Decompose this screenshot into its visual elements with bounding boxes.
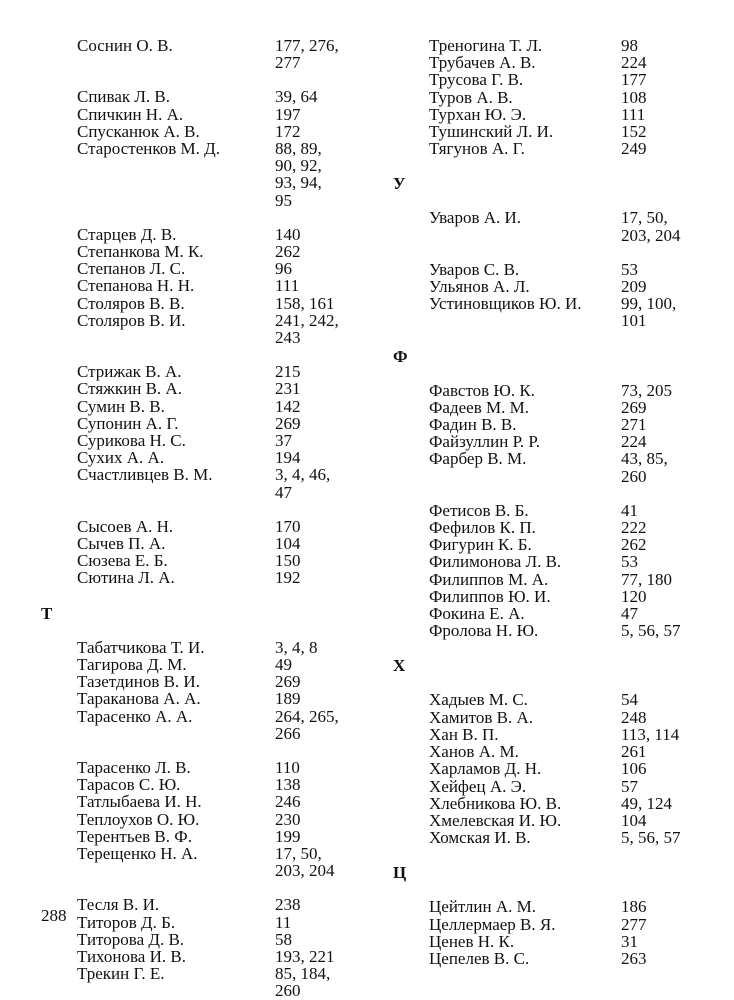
- author-name: Ульянов А. Л.: [429, 277, 530, 297]
- page-references: 186: [621, 897, 647, 917]
- section-letter-heading: Т: [41, 603, 53, 623]
- page-references: 77, 180: [621, 569, 672, 589]
- author-name: Степанова Н. Н.: [77, 276, 195, 296]
- page-references: 120: [621, 586, 647, 606]
- index-entry: [393, 71, 723, 88]
- page-references: 54: [621, 690, 638, 710]
- author-name: Сютина Л. А.: [77, 568, 175, 588]
- index-entry: [41, 88, 381, 105]
- page-references: 170: [275, 516, 301, 536]
- index-entry: [393, 278, 723, 295]
- page-references: 17, 50, 203, 204: [275, 843, 335, 881]
- index-entry: [41, 914, 381, 931]
- index-entry: [393, 89, 723, 106]
- author-name: Трекин Г. Е.: [77, 964, 165, 984]
- index-entry: [393, 916, 723, 933]
- page-references: 108: [621, 87, 647, 107]
- index-entry: [393, 829, 723, 846]
- index-entry: [41, 312, 381, 346]
- index-entry: [41, 518, 381, 535]
- page-references: 262: [275, 242, 301, 262]
- page-references: 177: [621, 70, 647, 90]
- index-entry: [41, 260, 381, 277]
- index-entry: [41, 759, 381, 776]
- author-name: Степанкова М. К.: [77, 242, 204, 262]
- author-name: Ценев Н. К.: [429, 931, 515, 951]
- page-references: 209: [621, 277, 647, 297]
- page-references: 248: [621, 707, 647, 727]
- page-references: 224: [621, 53, 647, 73]
- author-name: Табатчикова Т. И.: [77, 637, 205, 657]
- index-entry: [41, 673, 381, 690]
- page-references: 106: [621, 759, 647, 779]
- index-entry: [41, 811, 381, 828]
- index-entry: [393, 106, 723, 123]
- index-entry: [393, 519, 723, 536]
- author-name: Хлебникова Ю. В.: [429, 793, 562, 813]
- index-entry: [41, 415, 381, 432]
- index-entry: [393, 450, 723, 484]
- page-references: 172: [275, 121, 301, 141]
- page-references: 98: [621, 36, 638, 55]
- author-name: Стяжкин В. А.: [77, 379, 182, 399]
- author-name: Старцев Д. В.: [77, 224, 177, 244]
- author-name: Фокина Е. А.: [429, 604, 525, 624]
- page-references: 104: [621, 810, 647, 830]
- author-name: Хейфец А. Э.: [429, 776, 527, 796]
- index-entry: [41, 37, 381, 71]
- index-entry: [41, 123, 381, 140]
- author-name: Уваров С. В.: [429, 259, 520, 279]
- author-name: Тагирова Д. М.: [77, 654, 187, 674]
- author-name: Спивак Л. В.: [77, 87, 171, 107]
- page-references: 96: [275, 259, 292, 279]
- author-name: Филиппов М. А.: [429, 569, 549, 589]
- index-entry: [393, 37, 723, 54]
- section-letter-heading: Ф: [393, 346, 408, 366]
- page-references: 150: [275, 551, 301, 571]
- author-name: Тарасенко А. А.: [77, 706, 193, 726]
- page-references: 111: [621, 104, 646, 124]
- author-name: Столяров В. И.: [77, 310, 186, 330]
- index-column-right: [393, 37, 723, 967]
- index-entry: [41, 948, 381, 965]
- page-references: 199: [275, 826, 301, 846]
- page-references: 73, 205: [621, 380, 672, 400]
- index-entry: [41, 965, 381, 999]
- author-name: Сычев П. А.: [77, 534, 166, 554]
- page-references: 43, 85, 260: [621, 449, 668, 486]
- index-entry: [41, 708, 381, 742]
- page-references: 5, 56, 57: [621, 828, 681, 848]
- page-references: 49, 124: [621, 793, 672, 813]
- page-references: 277: [621, 914, 647, 934]
- index-entry: [41, 828, 381, 845]
- author-name: Сумин В. В.: [77, 396, 165, 416]
- index-entry: [41, 656, 381, 673]
- index-entry: [41, 277, 381, 294]
- index-entry: [393, 295, 723, 329]
- author-name: Фигурин К. Б.: [429, 535, 532, 555]
- index-entry: [41, 639, 381, 656]
- index-entry: [393, 933, 723, 950]
- author-name: Харламов Д. Н.: [429, 759, 542, 779]
- index-entry: [41, 793, 381, 810]
- page-references: 271: [621, 415, 647, 435]
- page-references: 249: [621, 139, 647, 159]
- index-entry: [393, 622, 723, 639]
- index-entry: [393, 571, 723, 588]
- author-name: Татлыбаева И. Н.: [77, 792, 202, 812]
- author-name: Фарбер В. М.: [429, 449, 527, 469]
- page-references: 110: [275, 757, 300, 777]
- index-entry: [393, 743, 723, 760]
- page-references: 41: [621, 500, 638, 520]
- index-entry: [41, 569, 381, 586]
- author-name: Турхан Ю. Э.: [429, 104, 527, 124]
- index-entry: [393, 726, 723, 743]
- index-entry: [393, 812, 723, 829]
- author-name: Фадин В. В.: [429, 415, 517, 435]
- index-entry: [41, 776, 381, 793]
- index-entry: [41, 690, 381, 707]
- author-name: Теплоухов О. Ю.: [77, 809, 200, 829]
- author-name: Соснин О. В.: [77, 36, 173, 55]
- index-entry: [393, 382, 723, 399]
- index-entry: [393, 536, 723, 553]
- author-name: Сухих А. А.: [77, 448, 165, 468]
- page-references: 189: [275, 689, 301, 709]
- index-entry: [393, 261, 723, 278]
- page-references: 49: [275, 654, 292, 674]
- author-name: Спичкин Н. А.: [77, 104, 184, 124]
- author-name: Цепелев В. С.: [429, 948, 530, 968]
- index-entry: [393, 433, 723, 450]
- index-entry: [41, 931, 381, 948]
- page-references: 47: [621, 604, 638, 624]
- author-name: Фетисов В. Б.: [429, 500, 529, 520]
- index-entry: [41, 380, 381, 397]
- index-entry: [393, 553, 723, 570]
- page-references: 57: [621, 776, 638, 796]
- page-references: 262: [621, 535, 647, 555]
- index-entry: [393, 140, 723, 157]
- index-entry: [393, 502, 723, 519]
- index-entry: [41, 449, 381, 466]
- author-name: Цейтлин А. М.: [429, 897, 536, 917]
- page-references: 193, 221: [275, 946, 335, 966]
- page-references: 111: [275, 276, 300, 296]
- author-name: Устиновщиков Ю. И.: [429, 294, 582, 314]
- author-name: Ханов А. М.: [429, 742, 519, 762]
- author-name: Хадыев М. С.: [429, 690, 528, 710]
- index-entry: [41, 466, 381, 500]
- author-name: Хомская И. В.: [429, 828, 531, 848]
- page-references: 152: [621, 122, 647, 142]
- index-entry: [41, 243, 381, 260]
- index-entry: [393, 54, 723, 71]
- index-entry: [393, 209, 723, 243]
- page-references: 269: [275, 672, 301, 692]
- index-entry: [393, 760, 723, 777]
- author-name: Фролова Н. Ю.: [429, 621, 539, 641]
- author-name: Хмелевская И. Ю.: [429, 810, 562, 830]
- author-name: Тесля В. И.: [77, 895, 160, 915]
- page-references: 194: [275, 448, 301, 468]
- page-references: 17, 50, 203, 204: [621, 208, 681, 245]
- author-name: Фавстов Ю. К.: [429, 380, 535, 400]
- author-name: Хамитов В. А.: [429, 707, 534, 727]
- author-name: Степанов Л. С.: [77, 259, 186, 279]
- page-references: 11: [275, 912, 292, 932]
- page-references: 224: [621, 432, 647, 452]
- author-name: Тазетдинов В. И.: [77, 672, 200, 692]
- page-references: 263: [621, 948, 647, 968]
- page-references: 85, 184, 260: [275, 964, 331, 1000]
- page-references: 113, 114: [621, 724, 680, 744]
- page-number: 288: [41, 906, 67, 925]
- page-references: 269: [621, 397, 647, 417]
- page-references: 231: [275, 379, 301, 399]
- author-name: Спусканюк А. В.: [77, 121, 200, 141]
- author-name: Туров А. В.: [429, 87, 513, 107]
- index-entry: [41, 363, 381, 380]
- index-entry: [393, 778, 723, 795]
- author-name: Сюзева Е. Б.: [77, 551, 168, 571]
- author-name: Счастливцев В. М.: [77, 465, 213, 485]
- page-references: 158, 161: [275, 293, 335, 313]
- page-references: 5, 56, 57: [621, 621, 681, 641]
- author-name: Филимонова Л. В.: [429, 552, 562, 572]
- index-entry: [393, 898, 723, 915]
- section-letter-heading: Х: [393, 656, 406, 676]
- page-references: 215: [275, 362, 301, 382]
- index-entry: [393, 605, 723, 622]
- index-entry: [41, 398, 381, 415]
- author-name: Терещенко Н. А.: [77, 843, 198, 863]
- author-name: Трусова Г. В.: [429, 70, 524, 90]
- author-name: Столяров В. В.: [77, 293, 185, 313]
- author-name: Старостенков М. Д.: [77, 139, 220, 159]
- page-references: 138: [275, 775, 301, 795]
- author-name: Целлермаер В. Я.: [429, 914, 556, 934]
- author-name: Хан В. П.: [429, 724, 499, 744]
- page-references: 241, 242, 243: [275, 310, 339, 348]
- author-name: Тарасенко Л. В.: [77, 757, 191, 777]
- index-entry: [41, 845, 381, 879]
- index-entry: [393, 588, 723, 605]
- author-name: Тарасов С. Ю.: [77, 775, 181, 795]
- page-references: 264, 265, 266: [275, 706, 339, 743]
- author-name: Супонин А. Г.: [77, 413, 179, 433]
- index-entry: [393, 399, 723, 416]
- author-name: Фефилов К. П.: [429, 518, 536, 538]
- page-references: 142: [275, 396, 301, 416]
- author-name: Титоров Д. Б.: [77, 912, 176, 932]
- author-name: Фадеев М. М.: [429, 397, 529, 417]
- author-name: Сурикова Н. С.: [77, 431, 186, 451]
- index-entry: [41, 295, 381, 312]
- section-letter-heading: У: [393, 174, 406, 194]
- page-references: 140: [275, 224, 301, 244]
- page-references: 246: [275, 792, 301, 812]
- page-references: 238: [275, 895, 301, 915]
- page-references: 197: [275, 104, 301, 124]
- page-references: 230: [275, 809, 301, 829]
- index-entry: [393, 795, 723, 812]
- page-references: 269: [275, 413, 301, 433]
- author-name: Тягунов А. Г.: [429, 139, 525, 159]
- page-references: 3, 4, 8: [275, 637, 318, 657]
- author-name: Терентьев В. Ф.: [77, 826, 192, 846]
- index-entry: [41, 226, 381, 243]
- page-references: 53: [621, 552, 638, 572]
- index-entry: [393, 950, 723, 967]
- index-entry: [41, 896, 381, 913]
- page-references: 222: [621, 518, 647, 538]
- page-references: 58: [275, 929, 292, 949]
- author-name: Стрижак В. А.: [77, 362, 182, 382]
- page-references: 88, 89, 90, 92, 93, 94, 95: [275, 139, 322, 210]
- page-references: 53: [621, 259, 638, 279]
- page-references: 261: [621, 742, 647, 762]
- page-references: 39, 64: [275, 87, 318, 107]
- page-references: 177, 276, 277: [275, 36, 339, 73]
- author-name: Тараканова А. А.: [77, 689, 201, 709]
- index-entry: [393, 416, 723, 433]
- page-references: 104: [275, 534, 301, 554]
- index-entry: [41, 552, 381, 569]
- section-letter-heading: Ц: [393, 863, 407, 883]
- index-entry: [41, 106, 381, 123]
- author-name: Треногина Т. Л.: [429, 36, 543, 55]
- index-entry: [393, 123, 723, 140]
- author-name: Тушинский Л. И.: [429, 122, 554, 142]
- index-entry: [41, 432, 381, 449]
- page-references: 192: [275, 568, 301, 588]
- page-references: 99, 100, 101: [621, 294, 677, 331]
- index-entry: [41, 140, 381, 209]
- author-name: Трубачев А. В.: [429, 53, 536, 73]
- author-name: Титорова Д. В.: [77, 929, 185, 949]
- author-name: Файзуллин Р. Р.: [429, 432, 541, 452]
- index-column-left: [41, 37, 381, 1000]
- index-entry: [41, 535, 381, 552]
- author-name: Тихонова И. В.: [77, 946, 186, 966]
- page-references: 37: [275, 431, 292, 451]
- page-references: 31: [621, 931, 638, 951]
- index-entry: [393, 709, 723, 726]
- author-name: Уваров А. И.: [429, 208, 522, 228]
- index-entry: [393, 691, 723, 708]
- author-name: Филиппов Ю. И.: [429, 586, 551, 606]
- page-references: 3, 4, 46, 47: [275, 465, 331, 502]
- author-name: Сысоев А. Н.: [77, 516, 174, 536]
